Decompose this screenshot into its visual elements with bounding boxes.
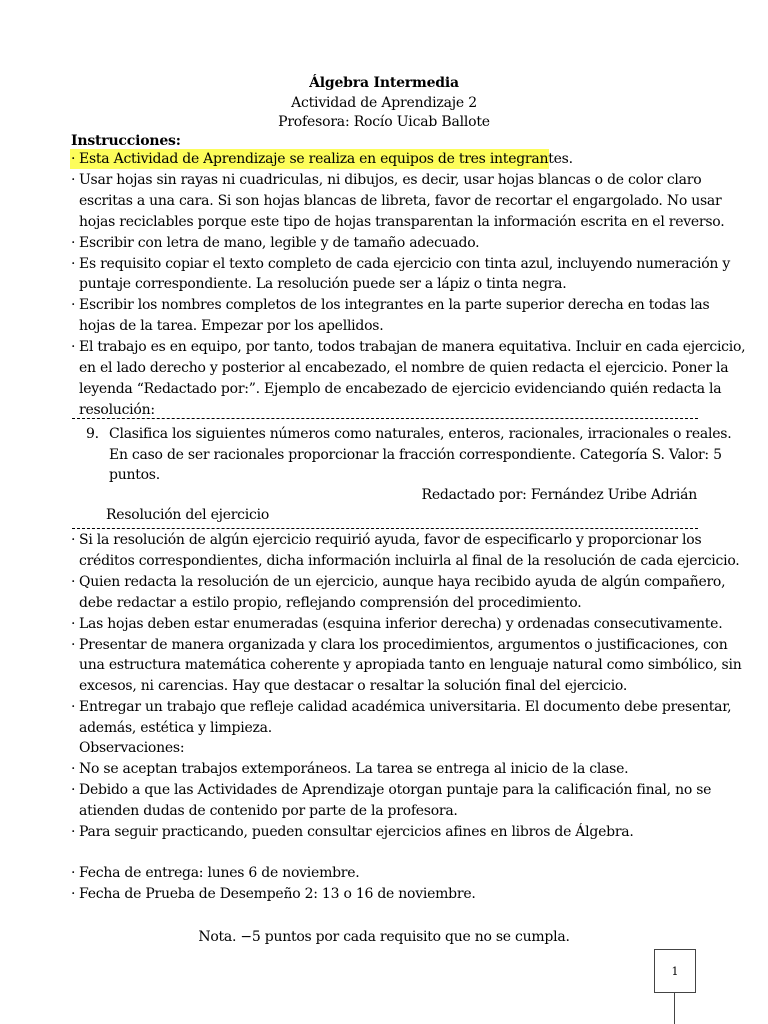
list-item-line: excesos, ni carencias. Hay que destacar o resaltar la solución final del ejercicio. <box>79 678 628 695</box>
bullet-marker: · <box>71 297 76 314</box>
bullet-marker: · <box>71 699 76 716</box>
list-item-line: créditos correspondientes, dicha información incluirla al final de la resolución de cada ejercicio. <box>79 552 740 569</box>
observaciones-heading: Observaciones: <box>79 740 185 756</box>
list-item-line: El trabajo es en equipo, por tanto, todos trabajan de manera equitativa. Incluir en cada ejercicio, <box>79 339 746 356</box>
bullet-marker: · <box>71 615 76 632</box>
bullet-marker: · <box>71 761 76 777</box>
list-item-line: Debido a que las Actividades de Aprendizaje otorgan puntaje para la calificación final, no se <box>79 781 712 798</box>
test-date: Fecha de Prueba de Desempeño 2: 13 o 16 de noviembre. <box>79 886 476 902</box>
list-item-line: hojas de la tarea. Empezar por los apellidos. <box>79 318 384 335</box>
bullet-marker: · <box>71 532 76 548</box>
list-item-line: Esta Actividad de Aprendizaje se realiza en equipos de tres integrantes. <box>79 151 573 167</box>
list-item-line: debe redactar a estilo propio, reflejando comprensión del procedimiento. <box>79 594 582 611</box>
list-item-line: resolución: <box>79 401 155 418</box>
list-item-line: Presentar de manera organizada y clara los procedimientos, argumentos o justificaciones, con <box>79 636 728 653</box>
bullet-marker: · <box>71 781 76 798</box>
example-line: puntos. <box>109 467 160 483</box>
bullet-marker: · <box>71 255 76 272</box>
list-item-line: escritas a una cara. Si son hojas blancas de libreta, favor de recortar el engargolado. No usar <box>79 192 722 209</box>
list-item-line: Para seguir practicando, pueden consultar ejercicios afines en libros de Álgebra. <box>79 823 634 840</box>
list-item-line: Quien redacta la resolución de un ejercicio, aunque haya recibido ayuda de algún compañero, <box>79 573 726 590</box>
bullet-marker: · <box>71 886 76 902</box>
list-item-line: puntaje correspondiente. La resolución puede ser a lápiz o tinta negra. <box>79 276 567 293</box>
example-line: Clasifica los siguientes números como naturales, enteros, racionales, irracionales o reales. <box>109 426 732 442</box>
bullet-marker: · <box>71 234 76 251</box>
bullet-marker: · <box>71 636 76 653</box>
bullet-marker: · <box>71 171 76 188</box>
list-item-line: Entregar un trabajo que refleje calidad académica universitaria. El documento debe presentar, <box>79 699 732 716</box>
page-number-tick <box>674 993 675 1024</box>
list-item-line: hojas reciclables porque este tipo de hojas transparentan la información escrita en el reverso. <box>79 213 725 230</box>
list-item-line: leyenda “Redactado por:”. Ejemplo de encabezado de ejercicio evidenciando quién redacta la <box>79 380 722 397</box>
list-item-line: Usar hojas sin rayas ni cuadriculas, ni dibujos, es decir, usar hojas blancas o de color claro <box>79 171 702 188</box>
document-title: Álgebra Intermedia <box>309 75 459 91</box>
example-bottom-divider <box>72 528 698 529</box>
teacher-name: Profesora: Rocío Uicab Ballote <box>278 114 490 130</box>
bullet-marker: · <box>71 865 76 881</box>
bullet-marker: · <box>71 573 76 590</box>
list-item-line: No se aceptan trabajos extemporáneos. La tarea se entrega al inicio de la clase. <box>79 761 629 777</box>
due-date: Fecha de entrega: lunes 6 de noviembre. <box>79 865 360 881</box>
list-item-line: en el lado derecho y posterior al encabezado, el nombre de quien redacta el ejercicio. Poner la <box>79 360 729 376</box>
bullet-marker: · <box>71 339 76 356</box>
bullet-marker: · <box>71 151 76 167</box>
page-number-box: 1 <box>654 949 696 993</box>
list-item-line: Escribir los nombres completos de los integrantes en la parte superior derecha en todas las <box>79 297 710 314</box>
instructions-heading: Instrucciones: <box>71 133 181 149</box>
list-item-line: atienden dudas de contenido por parte de la profesora. <box>79 802 458 819</box>
list-item-line: Las hojas deben estar enumeradas (esquina inferior derecha) y ordenadas consecutivamente. <box>79 615 723 632</box>
list-item-line: una estructura matemática coherente y apropiada tanto en lenguaje natural como simbólico, sin <box>79 657 742 674</box>
example-number: 9. <box>86 426 99 442</box>
redactado-label: Redactado por: Fernández Uribe Adrián <box>421 487 697 503</box>
list-item-line: Si la resolución de algún ejercicio requirió ayuda, favor de especificarlo y proporcionar los <box>79 532 702 548</box>
list-item-line: Escribir con letra de mano, legible y de tamaño adecuado. <box>79 234 480 251</box>
document-subtitle: Actividad de Aprendizaje 2 <box>291 95 477 111</box>
resolucion-label: Resolución del ejercicio <box>106 507 269 523</box>
list-item-line: además, estética y limpieza. <box>79 720 272 737</box>
bullet-marker: · <box>71 823 76 840</box>
penalty-note: Nota. −5 puntos por cada requisito que no se cumpla. <box>198 929 570 945</box>
example-line: En caso de ser racionales proporcionar la fracción correspondiente. Categoría S. Valor: 5 <box>109 446 722 463</box>
example-top-divider <box>72 418 698 419</box>
list-item-line: Es requisito copiar el texto completo de cada ejercicio con tinta azul, incluyendo numeración y <box>79 255 730 272</box>
